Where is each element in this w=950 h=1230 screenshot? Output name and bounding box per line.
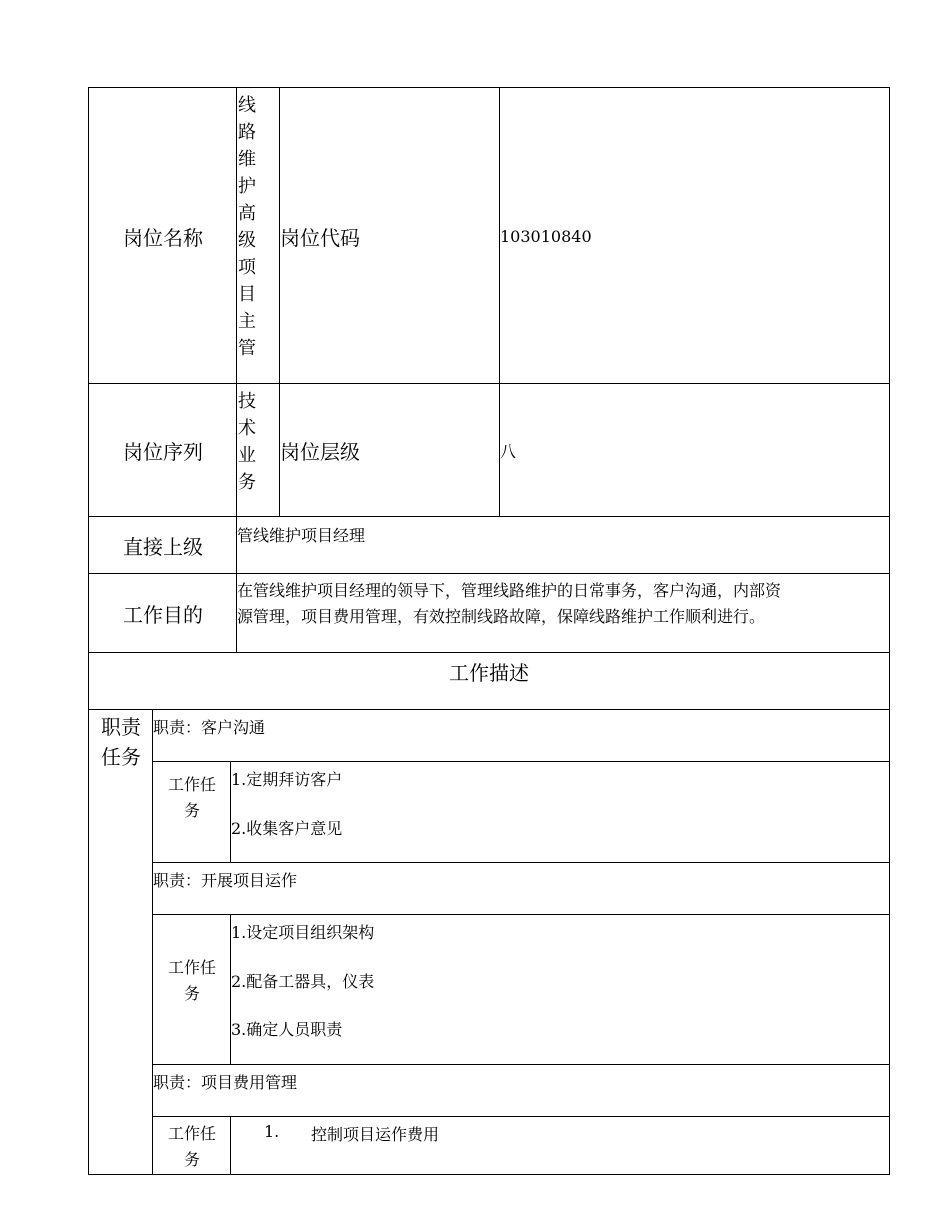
task-item: 1.定期拜访客户 bbox=[231, 770, 343, 789]
duty-title: 职责：开展项目运作 bbox=[152, 862, 890, 916]
position-series-value: 技术业务 bbox=[236, 383, 281, 518]
task-label: 工作任务 bbox=[152, 761, 232, 864]
position-name-value: 线路维护高级项目主管 bbox=[236, 87, 281, 385]
job-description-table bbox=[88, 87, 890, 1175]
task-item: 2.收集客户意见 bbox=[231, 819, 343, 838]
work-purpose-label: 工作目的 bbox=[88, 573, 238, 654]
task-list bbox=[230, 761, 890, 864]
task-label: 工作任务 bbox=[152, 1116, 232, 1175]
task-item: 2.配备工器具，仪表 bbox=[231, 972, 375, 991]
task-list bbox=[230, 1116, 890, 1175]
position-code-label: 岗位代码 bbox=[279, 87, 501, 385]
task-item: 控制项目运作费用 bbox=[311, 1125, 440, 1144]
position-name-label: 岗位名称 bbox=[88, 87, 238, 385]
duty-title: 职责：项目费用管理 bbox=[152, 1064, 890, 1118]
duties-label: 职责任务 bbox=[88, 709, 154, 1175]
task-item-number: 1. bbox=[264, 1122, 280, 1141]
section-title: 工作描述 bbox=[88, 652, 890, 711]
position-level-label: 岗位层级 bbox=[279, 383, 501, 518]
task-label: 工作任务 bbox=[152, 914, 232, 1066]
direct-superior-value: 管线维护项目经理 bbox=[236, 516, 890, 575]
position-code-value: 103010840 bbox=[499, 87, 890, 385]
work-purpose-value: 在管线维护项目经理的领导下，管理线路维护的日常事务，客户沟通，内部资 源管理，项目费用管理，有效控制线路故障，保障线路维护工作顺利进行。 bbox=[236, 573, 890, 654]
task-list bbox=[230, 914, 890, 1066]
direct-superior-label: 直接上级 bbox=[88, 516, 238, 575]
duty-title: 职责：客户沟通 bbox=[152, 709, 890, 763]
position-series-label: 岗位序列 bbox=[88, 383, 238, 518]
task-item: 3.确定人员职责 bbox=[231, 1020, 343, 1039]
task-item: 1.设定项目组织架构 bbox=[231, 923, 375, 942]
position-level-value: 八 bbox=[499, 383, 890, 518]
